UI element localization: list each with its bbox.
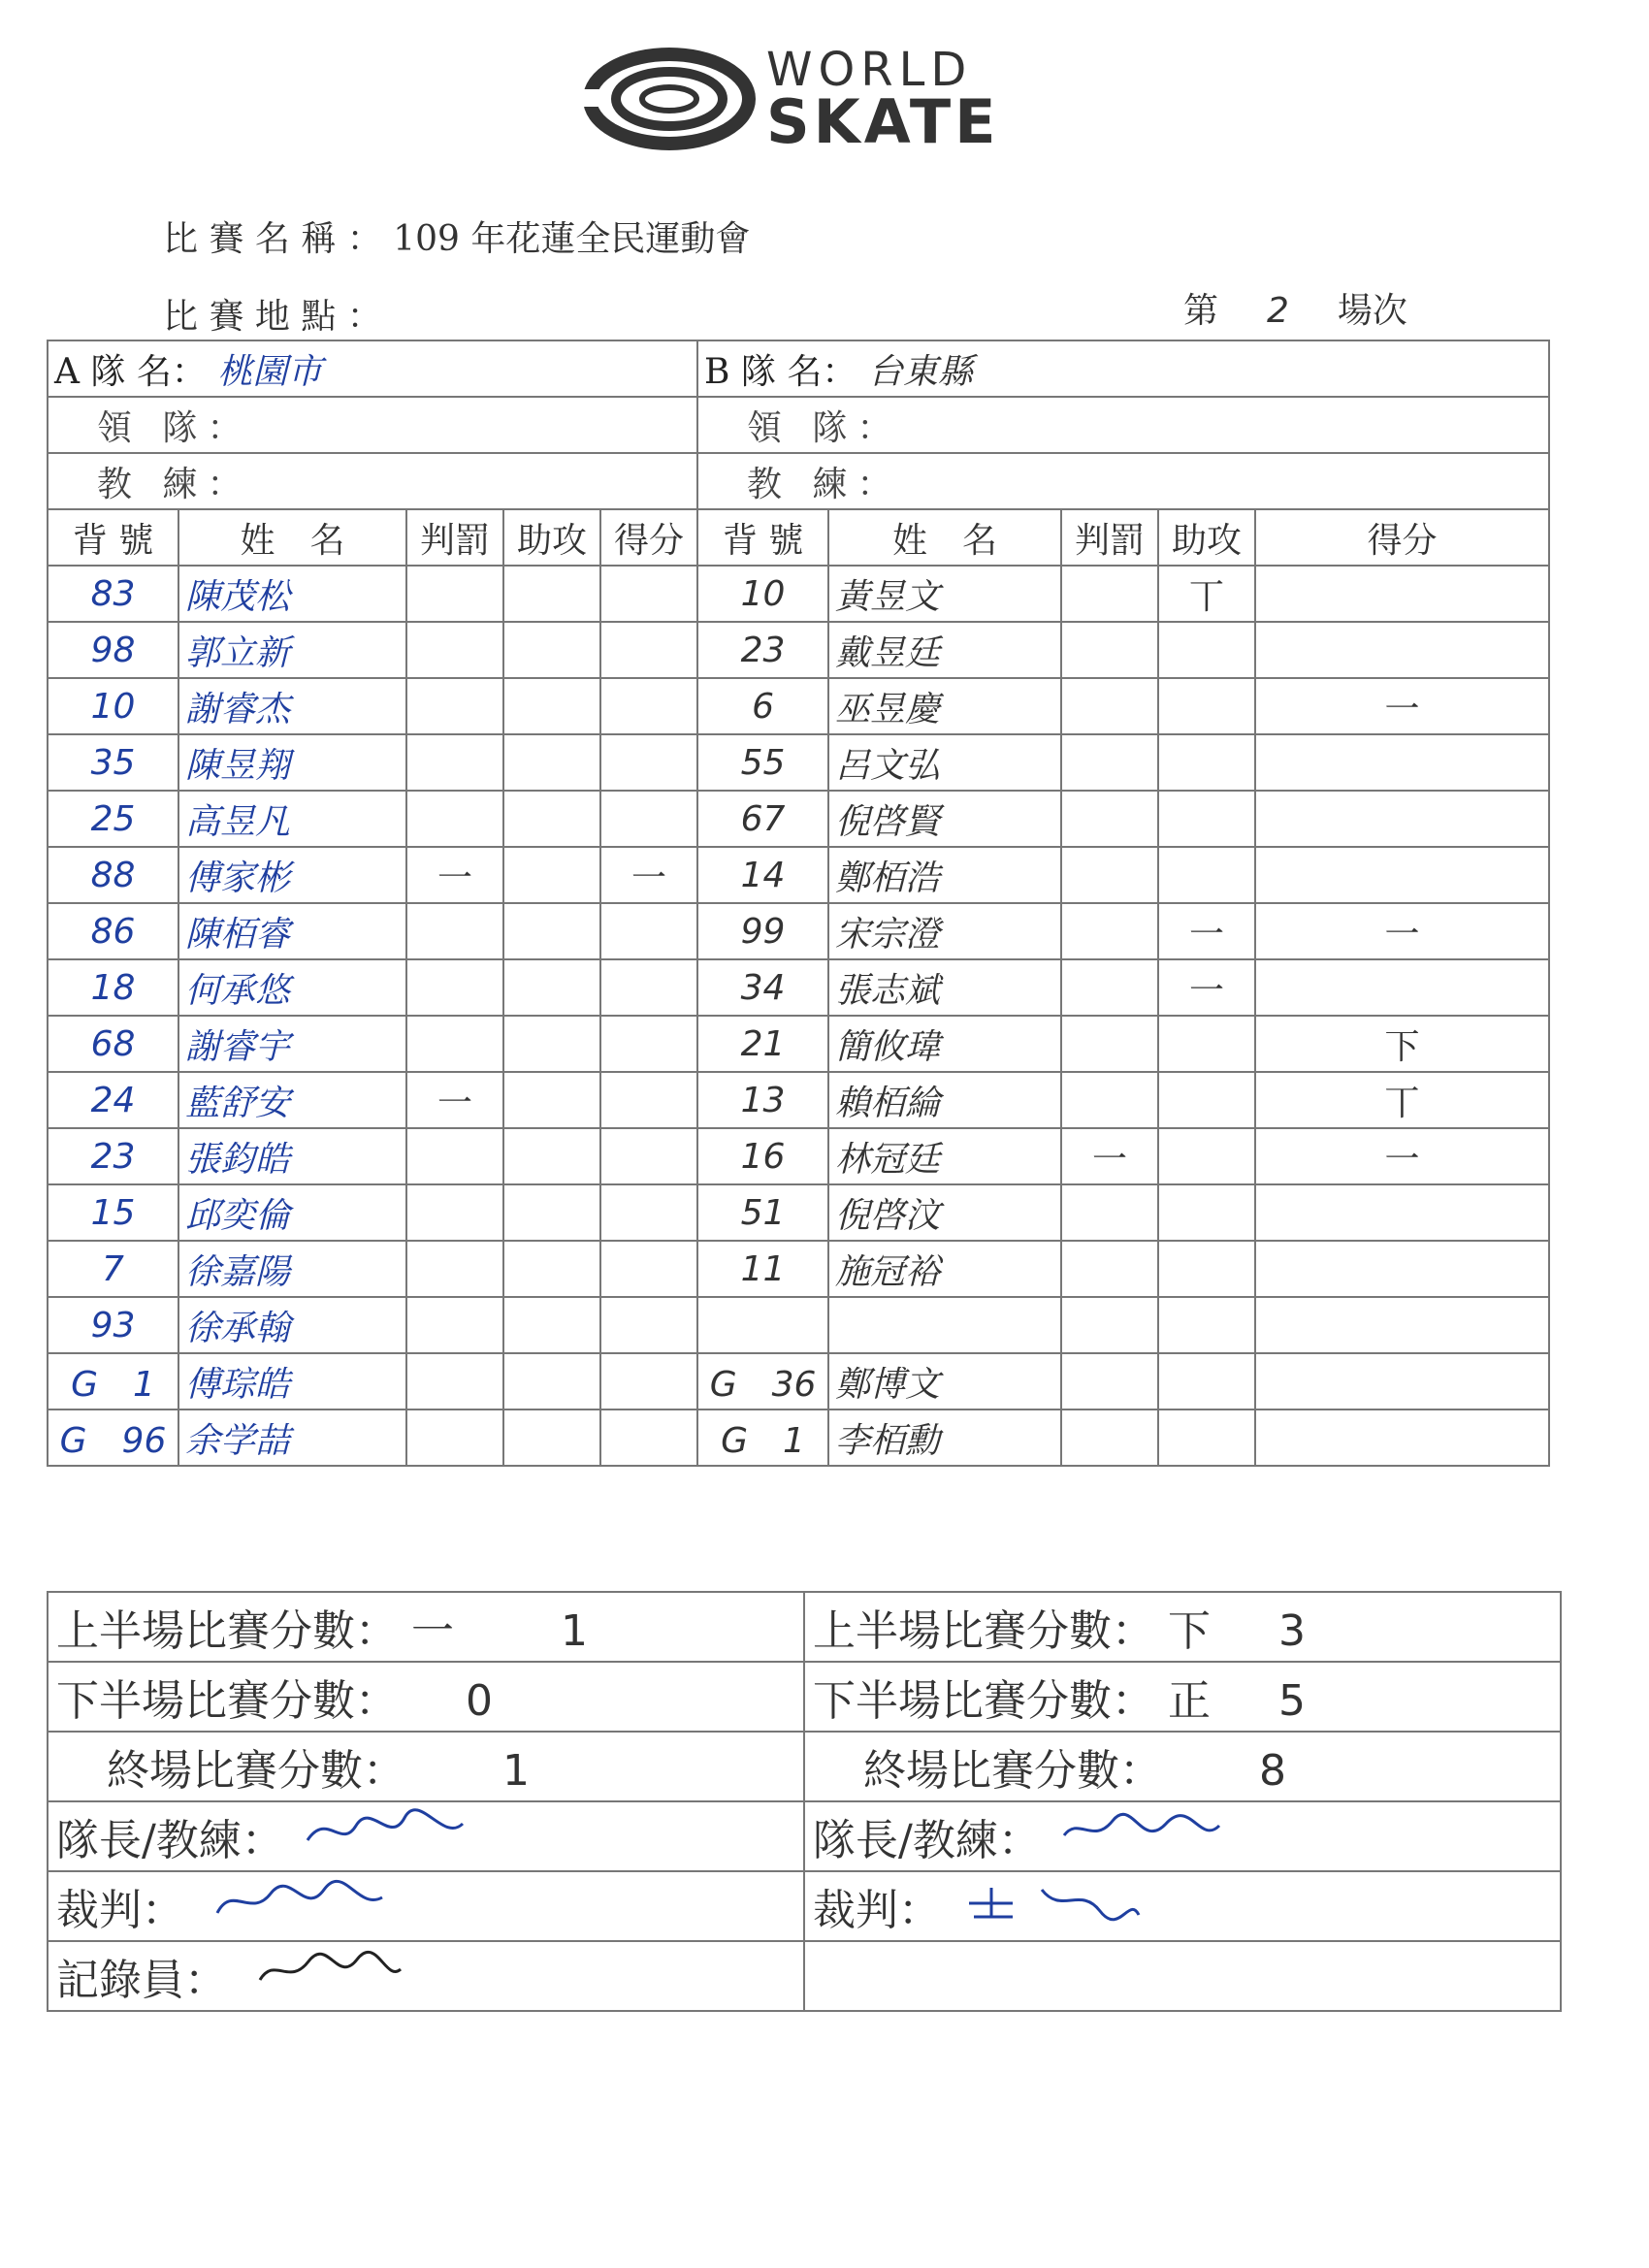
col-b-name: 姓 名 (828, 509, 1061, 566)
team-a-number: 24 (48, 1072, 178, 1128)
team-b-score (1255, 1297, 1549, 1353)
team-b-assist (1158, 1241, 1255, 1297)
team-b-assist (1158, 1072, 1255, 1128)
referee-b-signature (954, 1876, 1148, 1925)
team-b-score: 一 (1255, 678, 1549, 734)
match-prefix: 第 (1183, 291, 1219, 331)
score-table (47, 1591, 1562, 2012)
recorder-row (48, 1941, 1561, 2011)
team-a-player-name: 傅琮皓 (178, 1353, 406, 1409)
competition-name-label: 比 賽 名 稱 ： (163, 219, 382, 259)
team-a-assist (503, 678, 600, 734)
team-b-assist (1158, 791, 1255, 847)
team-b-number: 11 (697, 1241, 828, 1297)
team-a-score (600, 1072, 697, 1128)
roster-row (48, 959, 1549, 1016)
roster-row (48, 903, 1549, 959)
team-a-second-half-score: 0 (466, 1676, 493, 1726)
team-a-captain-signature (298, 1806, 472, 1855)
team-a-number: 7 (48, 1241, 178, 1297)
team-b-penalty (1061, 1353, 1158, 1409)
team-b-score (1255, 1409, 1549, 1466)
team-a-penalty: 一 (406, 1072, 503, 1128)
team-b-penalty (1061, 959, 1158, 1016)
team-a-penalty (406, 1297, 503, 1353)
team-a-score (600, 1409, 697, 1466)
col-b-penalty: 判罰 (1061, 509, 1158, 566)
team-b-penalty (1061, 566, 1158, 622)
team-b-penalty (1061, 903, 1158, 959)
team-b-referee (804, 1871, 1561, 1941)
team-b-number: 51 (697, 1184, 828, 1241)
roster-row (48, 1072, 1549, 1128)
team-b-second-half-tally: 正 (1168, 1676, 1211, 1726)
team-a-assist (503, 1409, 600, 1466)
team-b-first-half-tally: 下 (1168, 1606, 1211, 1656)
team-b-player-name: 倪啓賢 (828, 791, 1061, 847)
team-b-player-name: 林冠廷 (828, 1128, 1061, 1184)
team-a-assist (503, 622, 600, 678)
team-a-score (600, 791, 697, 847)
team-a-assist (503, 734, 600, 791)
team-b-penalty (1061, 1072, 1158, 1128)
team-a-number: 10 (48, 678, 178, 734)
team-a-assist (503, 903, 600, 959)
team-b-player-name: 巫昱慶 (828, 678, 1061, 734)
team-a-assist (503, 1128, 600, 1184)
team-b-assist: 一 (1158, 903, 1255, 959)
roster-row (48, 1184, 1549, 1241)
competition-name-row (163, 211, 750, 261)
roster-row (48, 1409, 1549, 1466)
team-b-assist (1158, 1128, 1255, 1184)
team-b-player-name: 鄭栢浩 (828, 847, 1061, 903)
team-b-player-name (828, 1297, 1061, 1353)
recorder-label: 記錄員： (56, 1956, 227, 2005)
team-a-score (600, 622, 697, 678)
team-b-score (1255, 791, 1549, 847)
team-b-player-name: 黃昱文 (828, 566, 1061, 622)
final-label-a: 終場比賽分數： (107, 1746, 405, 1796)
team-b-score (1255, 622, 1549, 678)
referee-label-a: 裁判： (56, 1886, 184, 1935)
team-b-assist (1158, 1409, 1255, 1466)
team-a-player-name: 謝睿宇 (178, 1016, 406, 1072)
team-a-penalty (406, 566, 503, 622)
team-b-penalty: 一 (1061, 1128, 1158, 1184)
recorder-cell (48, 1941, 804, 2011)
world-skate-logo (582, 39, 1086, 155)
team-a-penalty (406, 1353, 503, 1409)
team-a-score (600, 1297, 697, 1353)
team-b-player-name: 李栢勳 (828, 1409, 1061, 1466)
team-b-penalty (1061, 1016, 1158, 1072)
team-a-player-name: 余学喆 (178, 1409, 406, 1466)
team-a-player-name: 陳茂松 (178, 566, 406, 622)
team-a-number: 15 (48, 1184, 178, 1241)
team-b-penalty (1061, 1184, 1158, 1241)
team-b-number: 34 (697, 959, 828, 1016)
team-a-penalty (406, 1241, 503, 1297)
team-names-row (48, 340, 1549, 397)
team-a-number: 88 (48, 847, 178, 903)
team-a-number: G 1 (48, 1353, 178, 1409)
team-a-assist (503, 566, 600, 622)
team-b-score: 一 (1255, 1128, 1549, 1184)
team-a-player-name: 陳昱翔 (178, 734, 406, 791)
venue-row (163, 289, 382, 339)
team-a-final-score: 1 (502, 1746, 530, 1796)
team-a-player-name: 郭立新 (178, 622, 406, 678)
captain-label-a: 隊長/教練： (56, 1816, 284, 1865)
captain-label-b: 隊長/教練： (813, 1816, 1041, 1865)
team-b-assist: 丅 (1158, 566, 1255, 622)
recorder-signature (241, 1946, 415, 1994)
second-half-label-a: 下半場比賽分數： (56, 1676, 398, 1726)
team-b-number: 21 (697, 1016, 828, 1072)
team-b-number: 23 (697, 622, 828, 678)
roster-body (48, 566, 1549, 1466)
team-b-first-half (804, 1592, 1561, 1662)
team-b-player-name: 簡攸瑋 (828, 1016, 1061, 1072)
team-b-score (1255, 959, 1549, 1016)
team-b-assist (1158, 1016, 1255, 1072)
team-a-assist (503, 959, 600, 1016)
col-b-score: 得分 (1255, 509, 1549, 566)
team-b-label: B 隊 名： (704, 351, 857, 392)
team-b-number: 10 (697, 566, 828, 622)
team-b-captain-signature (1054, 1806, 1229, 1855)
team-a-assist (503, 1184, 600, 1241)
team-a-penalty (406, 959, 503, 1016)
team-a-first-half-score: 1 (561, 1606, 588, 1656)
team-b-assist (1158, 847, 1255, 903)
logo-line-2: SKATE (766, 86, 1000, 157)
team-b-assist (1158, 678, 1255, 734)
team-b-score (1255, 1353, 1549, 1409)
team-a-number: 23 (48, 1128, 178, 1184)
team-b-player-name: 倪啓汶 (828, 1184, 1061, 1241)
referee-row (48, 1871, 1561, 1941)
team-b-score: 一 (1255, 903, 1549, 959)
team-b-player-name: 張志斌 (828, 959, 1061, 1016)
match-suffix: 場次 (1337, 291, 1407, 331)
team-b-number: G 1 (697, 1409, 828, 1466)
team-b-assist: 一 (1158, 959, 1255, 1016)
team-a-number: 35 (48, 734, 178, 791)
team-b-score (1255, 1241, 1549, 1297)
roster-row (48, 1297, 1549, 1353)
team-b-assist (1158, 1184, 1255, 1241)
team-a-assist (503, 1072, 600, 1128)
team-b-score: 下 (1255, 1016, 1549, 1072)
swirl-logo-icon (582, 39, 757, 155)
referee-label-b: 裁判： (813, 1886, 941, 1935)
team-b-player-name: 賴栢綸 (828, 1072, 1061, 1128)
roster-row (48, 791, 1549, 847)
team-a-player-name: 傅家彬 (178, 847, 406, 903)
team-b-number: 13 (697, 1072, 828, 1128)
team-a-assist (503, 847, 600, 903)
team-a-score (600, 1128, 697, 1184)
col-a-penalty: 判罰 (406, 509, 503, 566)
team-a-penalty (406, 903, 503, 959)
team-a-coach-label: 教 練： (48, 453, 697, 509)
team-b-second-half-score: 5 (1278, 1676, 1306, 1726)
team-b-score (1255, 847, 1549, 903)
team-a-assist (503, 791, 600, 847)
team-a-player-name: 徐承翰 (178, 1297, 406, 1353)
team-b-penalty (1061, 1241, 1158, 1297)
team-a-penalty (406, 1409, 503, 1466)
team-a-player-name: 何承悠 (178, 959, 406, 1016)
team-a-player-name: 張鈞皓 (178, 1128, 406, 1184)
team-b-number (697, 1297, 828, 1353)
team-b-captain (804, 1801, 1561, 1871)
team-a-number: G 96 (48, 1409, 178, 1466)
team-b-score (1255, 1184, 1549, 1241)
team-b-coach-label: 教 練： (697, 453, 1549, 509)
second-half-row (48, 1662, 1561, 1732)
team-a-score (600, 566, 697, 622)
team-a-score (600, 1184, 697, 1241)
team-a-number: 18 (48, 959, 178, 1016)
final-label-b: 終場比賽分數： (863, 1746, 1162, 1796)
logo-line-1: WORLD (766, 43, 973, 97)
team-b-assist (1158, 734, 1255, 791)
team-a-assist (503, 1241, 600, 1297)
col-b-number: 背 號 (697, 509, 828, 566)
final-row (48, 1732, 1561, 1801)
roster-row (48, 1241, 1549, 1297)
match-number-row (1183, 283, 1407, 333)
col-a-number: 背 號 (48, 509, 178, 566)
team-b-score: 丅 (1255, 1072, 1549, 1128)
team-b-number: 6 (697, 678, 828, 734)
venue-label: 比 賽 地 點 ： (163, 297, 382, 337)
team-b-penalty (1061, 791, 1158, 847)
team-a-player-name: 高昱凡 (178, 791, 406, 847)
team-a-first-half (48, 1592, 804, 1662)
team-a-score (600, 959, 697, 1016)
team-b-player-name: 宋宗澄 (828, 903, 1061, 959)
team-a-second-half (48, 1662, 804, 1732)
team-b-name: 台東縣 (867, 351, 973, 392)
team-a-captain (48, 1801, 804, 1871)
team-b-score (1255, 566, 1549, 622)
team-a-score (600, 1353, 697, 1409)
team-b-assist (1158, 622, 1255, 678)
team-a-penalty (406, 678, 503, 734)
team-b-number: 16 (697, 1128, 828, 1184)
team-b-player-name: 鄭博文 (828, 1353, 1061, 1409)
roster-row (48, 1353, 1549, 1409)
roster-row (48, 678, 1549, 734)
team-a-penalty (406, 622, 503, 678)
referee-a-signature (198, 1876, 392, 1925)
roster-row (48, 1128, 1549, 1184)
first-half-label-b: 上半場比賽分數： (813, 1606, 1154, 1656)
col-a-score: 得分 (600, 509, 697, 566)
team-b-number: 14 (697, 847, 828, 903)
first-half-label-a: 上半場比賽分數： (56, 1606, 398, 1656)
roster-row (48, 847, 1549, 903)
team-b-number: 67 (697, 791, 828, 847)
team-b-final-score: 8 (1259, 1746, 1286, 1796)
team-a-penalty (406, 1184, 503, 1241)
team-b-assist (1158, 1297, 1255, 1353)
team-a-number: 86 (48, 903, 178, 959)
match-number: 2 (1267, 291, 1289, 331)
team-a-score (600, 1016, 697, 1072)
leader-row (48, 397, 1549, 453)
captain-row (48, 1801, 1561, 1871)
team-a-penalty (406, 791, 503, 847)
team-a-score (600, 1241, 697, 1297)
team-a-player-name: 邱奕倫 (178, 1184, 406, 1241)
team-b-cell (697, 340, 1549, 397)
team-b-penalty (1061, 678, 1158, 734)
team-a-leader-label: 領 隊： (48, 397, 697, 453)
team-a-score (600, 678, 697, 734)
team-b-penalty (1061, 622, 1158, 678)
team-a-cell (48, 340, 697, 397)
first-half-row (48, 1592, 1561, 1662)
team-b-score (1255, 734, 1549, 791)
team-a-score (600, 734, 697, 791)
team-a-referee (48, 1871, 804, 1941)
team-a-player-name: 陳栢睿 (178, 903, 406, 959)
team-a-first-half-tally: 一 (411, 1606, 454, 1656)
roster-row (48, 566, 1549, 622)
team-b-number: 99 (697, 903, 828, 959)
team-a-score: 一 (600, 847, 697, 903)
roster-table (47, 340, 1550, 1467)
team-a-label: A 隊 名： (54, 351, 207, 392)
team-b-player-name: 施冠裕 (828, 1241, 1061, 1297)
col-a-assist: 助攻 (503, 509, 600, 566)
coach-row (48, 453, 1549, 509)
team-a-player-name: 徐嘉陽 (178, 1241, 406, 1297)
team-b-assist (1158, 1353, 1255, 1409)
team-a-name: 桃園市 (217, 351, 323, 392)
team-a-number: 98 (48, 622, 178, 678)
team-a-penalty (406, 1016, 503, 1072)
team-b-second-half (804, 1662, 1561, 1732)
team-a-penalty: 一 (406, 847, 503, 903)
team-b-penalty (1061, 847, 1158, 903)
col-b-assist: 助攻 (1158, 509, 1255, 566)
team-b-player-name: 戴昱廷 (828, 622, 1061, 678)
team-b-leader-label: 領 隊： (697, 397, 1549, 453)
team-a-final (48, 1732, 804, 1801)
team-b-penalty (1061, 734, 1158, 791)
team-b-penalty (1061, 1297, 1158, 1353)
team-a-number: 93 (48, 1297, 178, 1353)
roster-row (48, 622, 1549, 678)
column-header-row (48, 509, 1549, 566)
team-b-number: 55 (697, 734, 828, 791)
second-half-label-b: 下半場比賽分數： (813, 1676, 1154, 1726)
team-a-assist (503, 1353, 600, 1409)
roster-row (48, 734, 1549, 791)
recorder-empty-cell (804, 1941, 1561, 2011)
team-b-penalty (1061, 1409, 1158, 1466)
team-a-assist (503, 1016, 600, 1072)
team-a-assist (503, 1297, 600, 1353)
team-b-number: G 36 (697, 1353, 828, 1409)
team-a-score (600, 903, 697, 959)
col-a-name: 姓 名 (178, 509, 406, 566)
team-b-player-name: 呂文弘 (828, 734, 1061, 791)
team-a-penalty (406, 1128, 503, 1184)
team-b-first-half-score: 3 (1278, 1606, 1306, 1656)
team-b-final (804, 1732, 1561, 1801)
team-a-number: 68 (48, 1016, 178, 1072)
roster-row (48, 1016, 1549, 1072)
team-a-player-name: 藍舒安 (178, 1072, 406, 1128)
team-a-player-name: 謝睿杰 (178, 678, 406, 734)
team-a-number: 83 (48, 566, 178, 622)
team-a-number: 25 (48, 791, 178, 847)
competition-name-value: 109 年花蓮全民運動會 (393, 219, 751, 259)
team-a-penalty (406, 734, 503, 791)
